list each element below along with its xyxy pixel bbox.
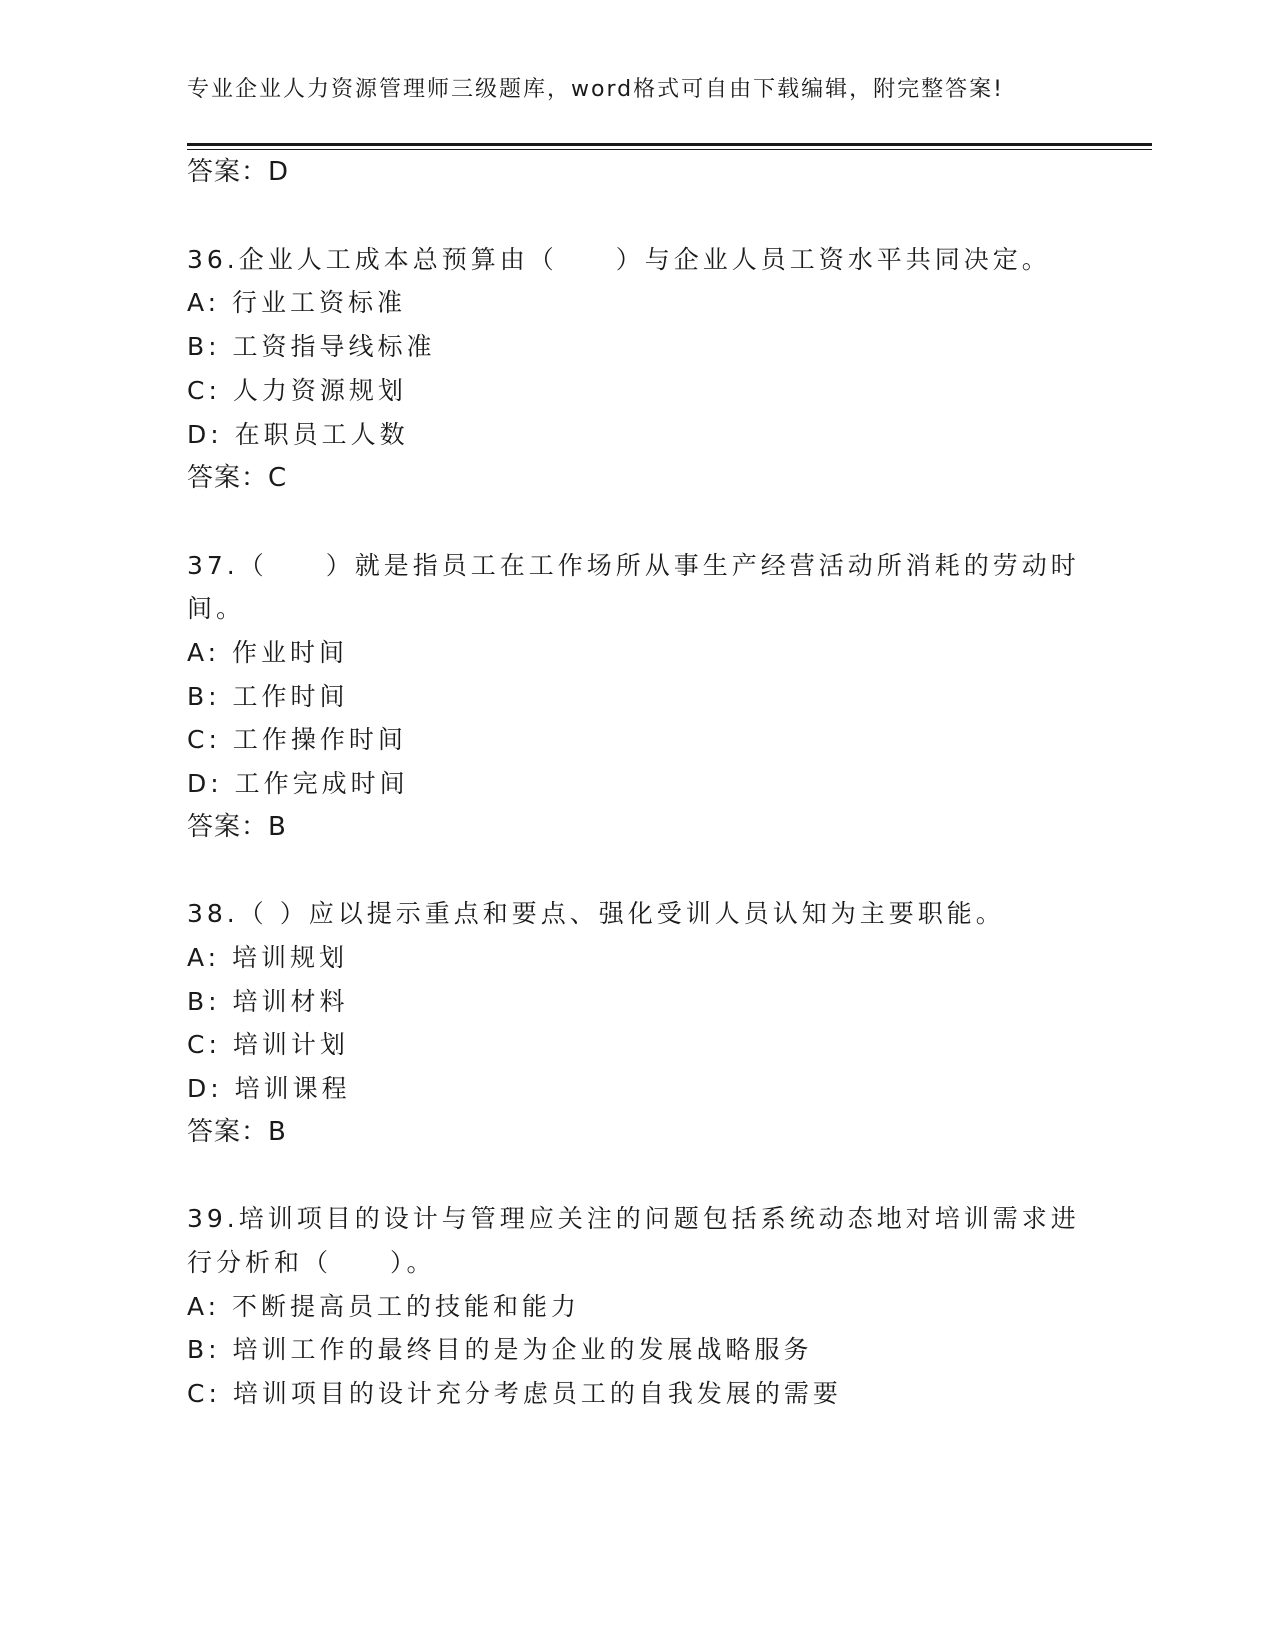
question-stem: 38.（ ）应以提示重点和要点、强化受训人员认知为主要职能。 (187, 899, 1005, 928)
option-c: C: 培训计划 (187, 1030, 349, 1059)
answer-label: 答案：B (187, 1117, 287, 1147)
page-header: 专业企业人力资源管理师三级题库，word格式可自由下载编辑，附完整答案! (187, 77, 1004, 102)
option-c: C: 培训项目的设计充分考虑员工的自我发展的需要 (187, 1379, 842, 1408)
option-b: B: 工资指导线标准 (187, 332, 436, 361)
option-c: C: 工作操作时间 (187, 725, 407, 754)
header-rule (187, 143, 1152, 146)
question-stem-continued: 行分析和（ ）。 (187, 1248, 436, 1277)
option-b: B: 培训材料 (187, 987, 349, 1016)
option-a: A: 培训规划 (187, 943, 349, 972)
question-stem: 36.企业人工成本总预算由（ ）与企业人员工资水平共同决定。 (187, 245, 1051, 274)
question-stem: 37.（ ）就是指员工在工作场所从事生产经营活动所消耗的劳动时 (187, 551, 1080, 580)
option-d: D: 培训课程 (187, 1074, 351, 1103)
answer-label: 答案：D (187, 157, 290, 187)
answer-label: 答案：C (187, 463, 288, 493)
question-stem-continued: 间。 (187, 594, 246, 623)
answer-label: 答案：B (187, 812, 287, 842)
option-a: A: 作业时间 (187, 638, 349, 667)
option-d: D: 工作完成时间 (187, 769, 409, 798)
option-c: C: 人力资源规划 (187, 376, 407, 405)
option-a: A: 行业工资标准 (187, 288, 407, 317)
option-b: B: 工作时间 (187, 682, 349, 711)
option-a: A: 不断提高员工的技能和能力 (187, 1292, 581, 1321)
option-b: B: 培训工作的最终目的是为企业的发展战略服务 (187, 1335, 813, 1364)
question-stem: 39.培训项目的设计与管理应关注的问题包括系统动态地对培训需求进 (187, 1204, 1080, 1233)
option-d: D: 在职员工人数 (187, 420, 409, 449)
header-rule-thin (187, 149, 1152, 150)
